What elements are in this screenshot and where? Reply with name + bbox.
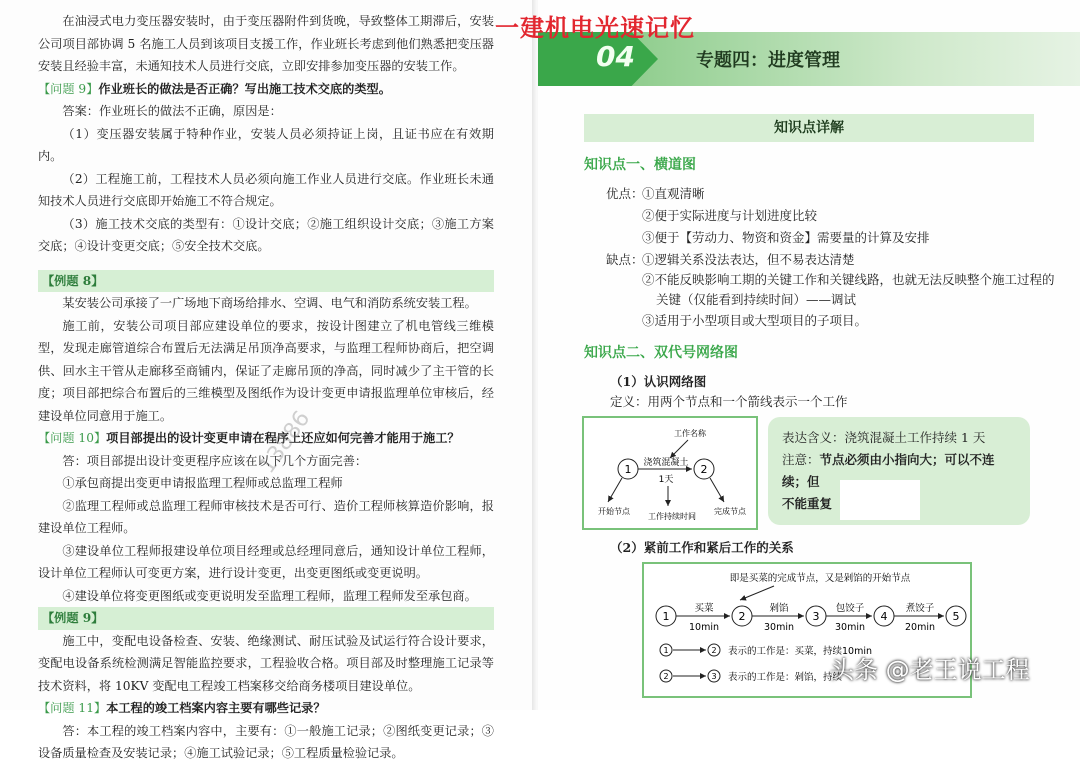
definition: 定义：用两个节点和一个箭线表示一个工作 xyxy=(610,394,848,409)
network-diagram-svg xyxy=(584,418,756,528)
note-label: 注意： xyxy=(782,452,820,467)
task-duration: 10min xyxy=(688,622,720,633)
end-node-label: 完成节点 xyxy=(714,507,746,516)
answer-line: （1）变压器安装属于特种作业，安装人员必须持证上岗，且证书应在有效期内。 xyxy=(38,126,494,163)
question-text: 作业班长的做法是否正确？写出施工技术交底的类型。 xyxy=(98,81,391,96)
task-label: 剁馅 xyxy=(769,603,789,614)
answer-line: ①承包商提出变更申请报监理工程师或总监理工程师 xyxy=(62,476,343,490)
question-text: 本工程的竣工档案内容主要有哪些记录？ xyxy=(106,701,326,715)
question-tag: 【问题 9】 xyxy=(38,81,99,96)
redacted-patch xyxy=(840,480,920,520)
chapter-number: 04 xyxy=(596,40,635,73)
legend-node-label: 3 xyxy=(711,672,717,681)
pour-label: 浇筑混凝土 xyxy=(643,458,689,468)
start-pointer xyxy=(608,478,622,502)
note-line-3: 不能重复 xyxy=(782,496,833,511)
note-emphasis: 节点必须由小指向大；可以不连续；但 xyxy=(782,452,995,489)
legend-node-label: 2 xyxy=(663,672,669,681)
answer-line: （2）工程施工前，工程技术人员必须向施工作业人员进行交底。作业班长未通知技术人员进行交底即开始施工不符合规定。 xyxy=(38,171,494,208)
con-item: ②不能反映影响工期的关键工作和关键线路，也就无法反映整个施工过程的 xyxy=(642,272,1055,287)
caption-pointer xyxy=(740,586,774,600)
work-name-label: 工作名称 xyxy=(674,429,706,438)
con-item: ①逻辑关系没法表达，但不易表达清楚 xyxy=(642,252,855,267)
answer-line: 答案：作业班长的做法不正确，原因是： xyxy=(62,104,282,118)
legend-text-2: 表示的工作是：剁馅，持续 xyxy=(728,672,843,683)
legend-text-1: 表示的工作是：买菜，持续10min xyxy=(728,646,873,657)
sequence-node-label: 2 xyxy=(738,610,746,623)
watermark: 头条 @老王说工程 xyxy=(830,656,1030,684)
cons-label: 缺点： xyxy=(606,252,644,267)
node-1-label: 1 xyxy=(624,463,632,476)
task-duration: 30min xyxy=(763,622,795,633)
chapter-title: 专题四：进度管理 xyxy=(696,50,840,71)
answer-line: ③建设单位工程师报建设单位项目经理或总经理同意后，通知设计单位工程师，设计单位工程师认可变更方案，进行设计变更，出变更图纸或变更说明。 xyxy=(38,543,494,580)
pros-label: 优点： xyxy=(606,186,644,201)
task-label: 包饺子 xyxy=(835,603,865,614)
note-line-1: 表达含义：浇筑混凝土工作持续 1 天 xyxy=(782,430,986,445)
task-label: 买菜 xyxy=(694,603,714,614)
knowledge-point-2: 知识点二、双代号网络图 xyxy=(584,345,738,361)
sequence-node-label: 4 xyxy=(880,610,888,623)
pro-item: ①直观清晰 xyxy=(642,186,705,201)
overlay-title: 一建机电光速记忆 xyxy=(495,14,695,42)
paragraph: 施工中，变配电设备检查、安装、绝缘测试、耐压试验及试运行符合设计要求，变配电设备系统检测满足智能监控要求，工程验收合格。项目部及时整理施工记录等技术资料，将 10KV 变配电工程竣工档案移交给商务楼项目建设单位。 xyxy=(38,633,494,693)
time-label: 工作持续时间 xyxy=(648,512,696,521)
legend-node-label: 2 xyxy=(711,646,717,655)
legend-node-label: 1 xyxy=(663,646,669,655)
work-name-pointer xyxy=(670,440,688,458)
paragraph: 在油浸式电力变压器安装时，由于变压器附件到货晚，导致整体工期滞后，安装公司项目部协调 5 名施工人员到该项目支援工作，作业班长考虑到他们熟悉把变压器安装且经验丰富，未通知技术人员进行交底，立即安排参加变压器的安装工作。 xyxy=(38,14,494,73)
subsection-2: （2）紧前工作和紧后工作的关系 xyxy=(610,540,794,555)
network-diagram-1 xyxy=(582,416,758,530)
task-duration: 20min xyxy=(904,622,936,633)
question-11 xyxy=(38,697,494,720)
answer-line: （3）施工技术交底的类型有：①设计交底；②施工组织设计交底；③施工方案交底；④设计变更交底；⑤安全技术交底。 xyxy=(38,216,494,253)
duration-label: 1天 xyxy=(658,475,674,485)
answer-line: 答：本工程的竣工档案内容中，主要有：①一般施工记录；②图纸变更记录；③设备质量检查及安装记录；④施工试验记录；⑤工程质量检验记录。 xyxy=(38,723,494,760)
answer-line: ②监理工程师或总监理工程师审核技术是否可行、造价工程师核算造价影响，报建设单位工程师。 xyxy=(38,498,494,535)
pro-item: ③便于【劳动力、物资和资金】需要量的计算及安排 xyxy=(642,230,930,245)
example-8-header: 【例题 8】 xyxy=(38,270,494,293)
paragraph: 某安装公司承接了一广场地下商场给排水、空调、电气和消防系统安装工程。 xyxy=(62,296,477,310)
pro-item: ②便于实际进度与计划进度比较 xyxy=(642,208,818,223)
task-duration: 30min xyxy=(834,622,866,633)
con-item: ③适用于小型项目或大型项目的子项目。 xyxy=(642,313,868,328)
task-label: 煮饺子 xyxy=(905,603,935,614)
knowledge-point-1: 知识点一、横道图 xyxy=(584,157,696,173)
example-9-header: 【例题 9】 xyxy=(38,607,494,630)
end-pointer xyxy=(710,478,724,502)
sequence-chain xyxy=(656,602,966,633)
sequence-node-label: 5 xyxy=(952,610,960,623)
con-item: 关键（仅能看到持续时间）——调试 xyxy=(656,292,857,307)
question-9 xyxy=(38,78,494,101)
question-tag: 【问题 10】 xyxy=(38,431,107,445)
answer-line: 答：项目部提出设计变更程序应该在以下几个方面完善： xyxy=(62,453,368,468)
paragraph: 施工前，安装公司项目部应建设单位的要求，按设计图建立了机电管线三维模型，发现走廊管道综合布置后无法满足吊顶净高要求，与监理工程师协商后，把空调供、回水主干管从走廊移至商铺内，保证了走廊吊顶的净高，同时减少了主干管的长度；项目部把综合布置后的三维模型及图纸作为设计变更申请报监理单位审核后，经建设单位同意用于施工。 xyxy=(38,318,494,423)
subsection-1: （1）认识网络图 xyxy=(610,374,707,389)
sequence-node-label: 3 xyxy=(812,610,820,623)
left-page xyxy=(0,0,538,760)
start-node-label: 开始节点 xyxy=(598,507,630,516)
question-tag: 【问题 11】 xyxy=(38,701,107,715)
node-2-label: 2 xyxy=(700,463,708,476)
question-text: 项目部提出的设计变更申请在程序上还应如何完善才能用于施工？ xyxy=(106,431,460,445)
faint-watermark: 13886 xyxy=(254,406,316,479)
sequence-node-label: 1 xyxy=(662,610,670,623)
section-header: 知识点详解 xyxy=(584,114,1034,142)
right-page xyxy=(538,0,1080,710)
diagram-caption: 即是买菜的完成节点，又是剁馅的开始节点 xyxy=(729,573,911,584)
answer-line: ④建设单位将变更图纸或变更说明发至监理工程师，监理工程师发至承包商。 xyxy=(62,588,477,603)
